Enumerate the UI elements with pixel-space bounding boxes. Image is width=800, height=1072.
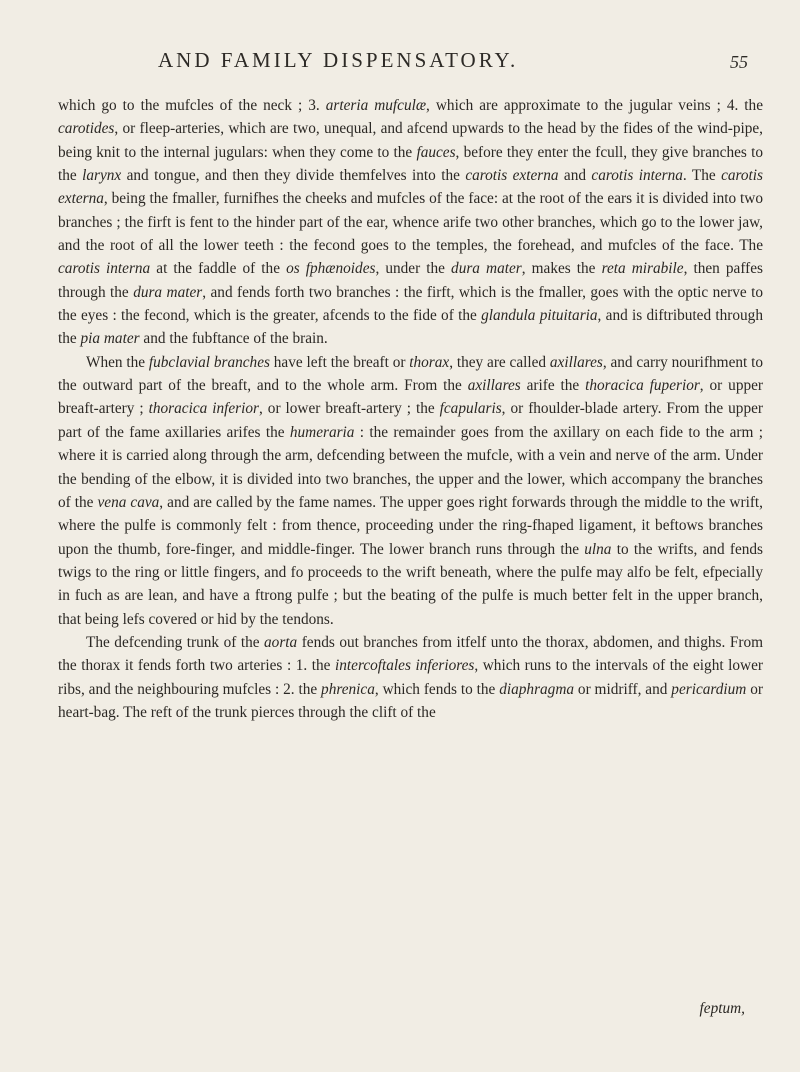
text-run: or midriff, and [574, 680, 672, 698]
italic-term: intercoftales inferiores [335, 657, 475, 675]
text-run: have left the breaft or [269, 353, 410, 371]
text-run: , and carry nourifhment to the outward part of the breaft, and to the whole arm. From the [58, 353, 763, 395]
catchword: feptum, [699, 1000, 745, 1017]
italic-term: pericardium [671, 680, 747, 698]
italic-term: thorax [409, 353, 450, 371]
italic-term: pia mater [80, 330, 140, 348]
text-run: , which are approximate to the jugular veins ; 4. the [426, 97, 763, 114]
text-run: , being the fmaller, furnifhes the cheeks and mufcles of the face: at the root of the ears it is divided into two branches ; the firft is fent to the hinder part of the ear, whence arife two other branches, which go to the lower jaw, and the root of all the lower teeth : the fecond goes to the temples, the forehead, and mufcles of the face. The [58, 190, 763, 255]
text-run: and [558, 167, 592, 185]
text-run: , which fends to the [374, 680, 500, 698]
text-run: at the faddle of the [150, 260, 287, 278]
italic-term: ulna [584, 540, 612, 558]
text-run: arife the [520, 377, 586, 395]
italic-term: glandula pituitaria [481, 307, 598, 325]
italic-term: carotis interna [591, 167, 683, 185]
paragraph-subclavian-branches [58, 351, 763, 631]
italic-term: arteria mufculæ [325, 97, 427, 114]
text-run: , and fends forth two branches : the firft, which is the fmaller, goes with the optic nerve to the eyes : the fecond, which is the greater, afcends to the fide of the [58, 283, 763, 325]
text-run: , or upper breaft-artery ; [58, 377, 763, 418]
text-run: , and is diftributed through the [58, 307, 763, 348]
italic-term: larynx [82, 167, 122, 185]
text-run: , or lower breaft-artery ; the [259, 400, 440, 418]
italic-term: humeraria [289, 423, 355, 441]
text-run: : the remainder goes from the axillary on each fide to the arm ; where it is carried along through the arm, defcending between the mufcle, with a vein and nerve of the arm. Under the bending of the elbow, it is divided into two branches, the upper and the lower, which accompany the branches of the [58, 423, 763, 511]
italic-term: aorta [264, 633, 298, 651]
italic-term: dura mater [451, 260, 522, 278]
italic-term: dura mater [133, 283, 203, 301]
text-run: , before they enter the fcull, they give branches to the [58, 143, 763, 185]
text-run: , they are called [449, 353, 550, 371]
body-text [58, 94, 763, 724]
italic-term: axillares [549, 353, 603, 371]
text-run: and tongue, and then they divide themfelves into the [121, 167, 466, 185]
paragraph-descending-aorta [58, 631, 763, 724]
italic-term: vena cava [97, 493, 160, 511]
italic-term: reta mirabile [601, 260, 684, 278]
text-run: , makes the [521, 260, 602, 278]
italic-term: carotis externa [58, 167, 763, 208]
italic-term: carotis externa [465, 167, 559, 185]
italic-term: diaphragma [499, 680, 575, 698]
text-run: , which runs to the intervals of the eight lower ribs, and the neighbouring mufcles : 2. the [58, 657, 763, 698]
paragraph-carotid-arteries [58, 94, 763, 351]
text-run: fends out branches from itfelf unto the thorax, abdomen, and thighs. From the thorax it fends forth two arteries : 1. the [58, 633, 763, 675]
text-run: , and are called by the fame names. The upper goes right forwards through the middle to the wrift, where the pulfe is commonly felt : from thence, proceeding under the ring-fhaped ligament, it beftows branches upon the thumb, fore-finger, and middle-finger. The lower branch runs through the [58, 493, 763, 558]
text-run: , then paffes through the [58, 260, 763, 301]
text-run: and the fubftance of the brain. [139, 330, 328, 348]
text-run: which go to the mufcles of the neck ; 3. [58, 97, 326, 114]
text-run: to the wrifts, and fends twigs to the ring or little fingers, and fo proceeds to the wrift beneath, where the pulfe may alfo be felt, efpecially in fuch as are lean, and have a ftrong pulfe ; but the beating of the pulfe is much better felt in the upper branch, that being lefs covered or hid by the tendons. [58, 540, 763, 628]
italic-term: axillares [467, 377, 521, 395]
running-head: AND FAMILY DISPENSATORY. [158, 48, 519, 72]
text-run: , or fleep-arteries, which are two, unequal, and afcend upwards to the head by the fides of the wind-pipe, being knit to the internal jugulars: when they come to the [58, 120, 763, 161]
italic-term: carotides [58, 120, 115, 138]
italic-term: phrenica [321, 680, 375, 698]
text-run: The defcending trunk of the [86, 633, 265, 651]
text-run: . The [682, 167, 722, 185]
text-run: or heart-bag. The reft of the trunk pierces through the clift of the [58, 680, 763, 721]
italic-term: thoracica inferior [148, 400, 259, 418]
text-run: , or fhoulder-blade artery. From the upper part of the fame axillaries arifes the [58, 400, 763, 441]
italic-term: thoracica fuperior [585, 377, 700, 395]
text-run: , under the [375, 260, 452, 278]
text-run: When the [86, 353, 149, 371]
italic-term: os fphænoides [286, 260, 376, 278]
italic-term: fcapularis [439, 400, 502, 418]
italic-term: fauces [416, 143, 456, 161]
page-number: 55 [730, 52, 748, 72]
italic-term: carotis interna [58, 260, 151, 278]
italic-term: fubclavial branches [148, 353, 270, 371]
